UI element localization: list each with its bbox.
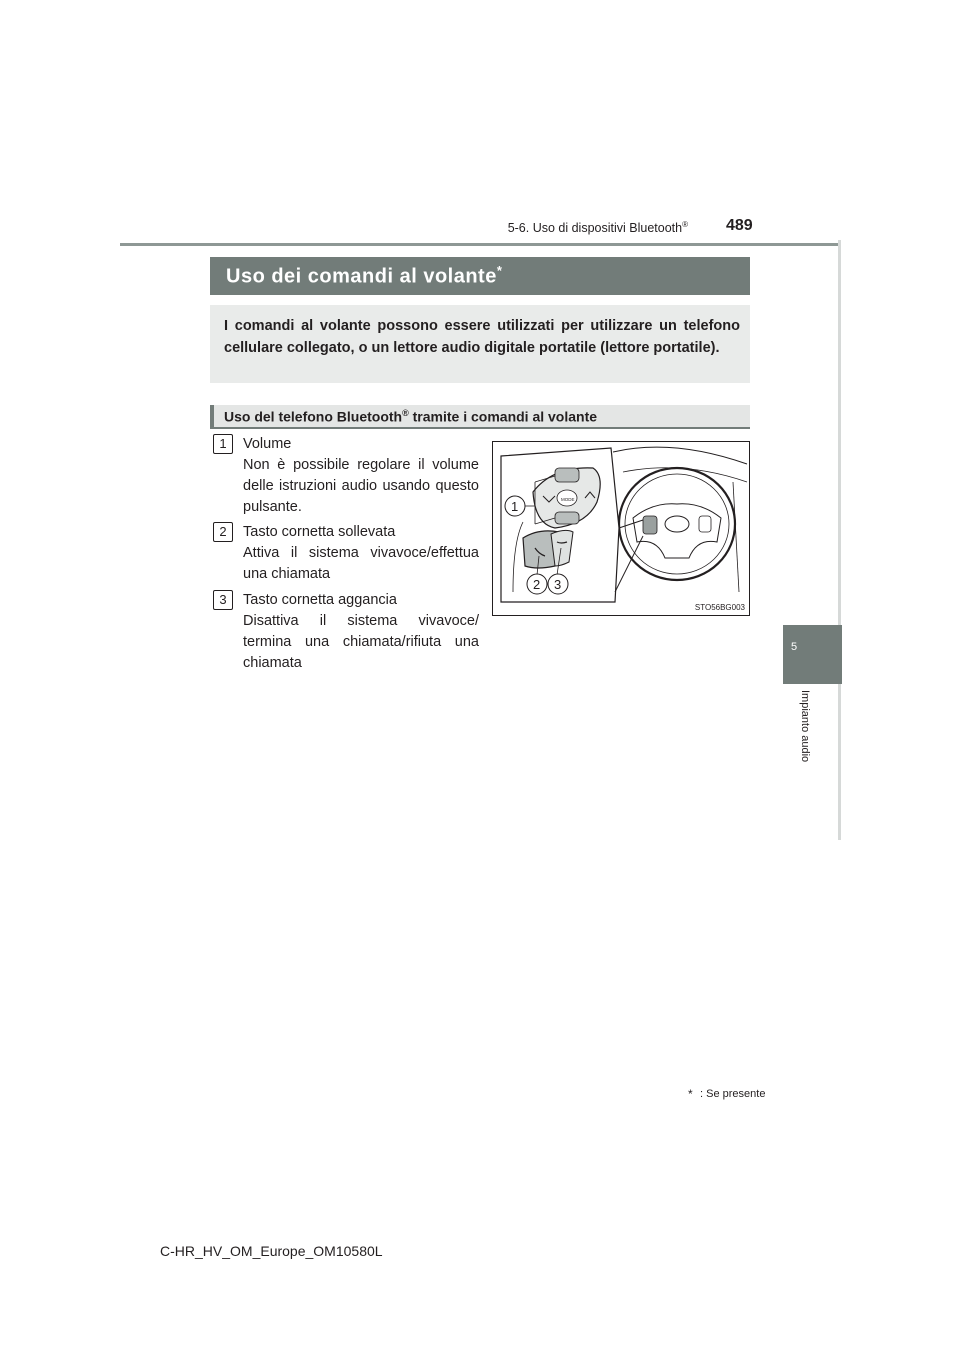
page-number: 489 [726,217,753,234]
subheading-accent [210,405,214,427]
steering-wheel-drawing [493,442,749,615]
footnote: : Se presente [700,1088,766,1100]
item-heading: Tasto cornetta aggancia [243,592,397,608]
item-description: Disattiva il sistema vivavoce/ termina una chiamata/rifiuta una chiamata [243,613,479,671]
chapter-label: Impianto audio [799,690,811,763]
list-item [213,434,480,518]
callout-3-label: 3 [554,577,562,592]
item-description: Attiva il sistema vivavoce/effettua una chiamata [243,545,479,582]
section-title-bar [210,257,750,295]
list-item [213,590,480,674]
document-code: C-HR_HV_OM_Europe_OM10580L [160,1243,383,1259]
side-tab-line [838,240,841,840]
running-header-section: 5-6. Uso di dispositivi Bluetooth® [507,220,688,236]
subheading-bar [210,405,750,429]
callout-number: 2 [213,522,233,542]
callout-number: 3 [213,590,233,610]
item-heading: Volume [243,436,292,452]
callout-2-label: 2 [533,577,541,592]
header-rule [120,243,841,246]
section-title: Uso dei comandi al volante* [226,263,503,288]
callout-1-label: 1 [511,499,519,514]
intro-text: I comandi al volante possono essere utilizzati per utilizzare un telefono cellulare collegato, o un lettore audio digitale portatile (lettore portatile). [224,318,740,356]
subheading: Uso del telefono Bluetooth® tramite i comandi al volante [224,408,598,425]
list-item [213,522,480,585]
illustration-code: STO56BG003 [694,603,745,612]
chapter-number: 5 [791,641,798,653]
asterisk-icon: * [688,1087,693,1101]
mode-button-label: MODE [561,497,575,502]
steering-switch-illustration [492,441,750,616]
asterisk-icon: * [496,263,503,278]
intro-box [210,305,750,383]
chapter-tab [783,625,842,684]
item-description: Non è possibile regolare il volume delle istruzioni audio usando questo pulsante. [243,457,479,515]
callout-number: 1 [213,434,233,454]
item-heading: Tasto cornetta sollevata [243,524,396,540]
